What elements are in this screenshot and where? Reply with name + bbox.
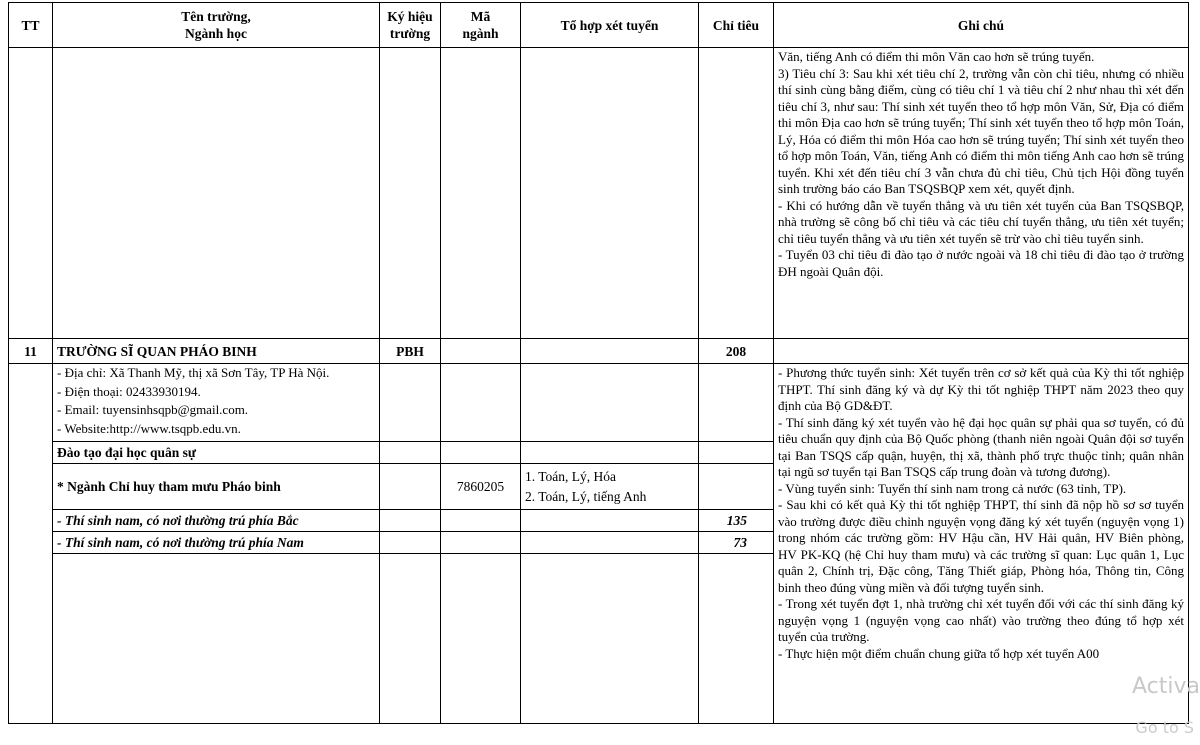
- header-symbol: [380, 3, 441, 48]
- school-symbol: PBH: [380, 339, 441, 364]
- admissions-table: [8, 2, 1189, 724]
- header-school-line2: Ngành học: [185, 26, 247, 41]
- note-paragraph: - Thí sinh đăng ký xét tuyển vào hệ đại học quân sự phải qua sơ tuyển, có đủ tiêu chuẩn quy định của Bộ Quốc phòng (thanh niên ngoài Quân đội sơ tuyển tại Ban TSQS cấp quận, huyện, thị xã, thành phố trực thuộc tỉnh; quân nhân tại ngũ sơ tuyển tại Ban TSQS cấp trung đoàn và tương đương).: [778, 414, 1184, 479]
- quota-label-south: - Thí sinh nam, có nơi thường trú phía Nam: [53, 532, 380, 554]
- activation-watermark-subtext: Go to S: [1135, 718, 1194, 737]
- note-paragraph: - Trong xét tuyển đợt 1, nhà trường chỉ xét tuyển đối với các thí sinh đăng ký nguyện vọng 1 (nguyện vọng cao nhất) vào trường theo đúng tổ hợp xét tuyển của trường.: [778, 596, 1184, 644]
- activation-watermark: Activa: [1132, 674, 1200, 699]
- school-name: TRƯỜNG SĨ QUAN PHÁO BINH: [53, 339, 380, 364]
- quota-value-south: 73: [699, 532, 774, 554]
- section-title: Đào tạo đại học quân sự: [53, 442, 380, 464]
- header-code-line1: Mã: [470, 9, 491, 24]
- header-code-line2: ngành: [462, 26, 499, 41]
- school-notes: [774, 364, 1189, 724]
- header-code: [441, 3, 521, 48]
- major-combo-2: 2. Toán, Lý, tiếng Anh: [525, 488, 647, 504]
- previous-notes: [774, 48, 1189, 339]
- header-row: [9, 3, 1189, 48]
- continuation-row: [9, 48, 1189, 339]
- contact-row: [9, 364, 1189, 442]
- school-quota: 208: [699, 339, 774, 364]
- major-code: 7860205: [441, 464, 521, 510]
- note-paragraph: 3) Tiêu chí 3: Sau khi xét tiêu chí 2, trường vẫn còn chỉ tiêu, nhưng có nhiều thí sinh cùng bằng điểm, cùng có tiêu chí 1 và tiêu chí 2 như nhau thì xét đến tiêu chí 3, như sau: Thí sinh xét tuyển theo tổ hợp môn Văn, Sử, Địa có điểm thi môn Địa cao hơn sẽ trúng tuyển; Thí sinh xét tuyển theo tổ hợp môn Toán, Lý, Hóa có điểm thi môn Hóa cao hơn sẽ trúng tuyển; Thí sinh xét tuyển theo tổ hợp môn Toán, Văn, tiếng Anh có điểm thi môn tiếng Anh cao hơn sẽ trúng tuyển. Khi xét đến tiêu chí 3 vẫn chưa đủ chỉ tiêu, Chủ tịch Hội đồng tuyển sinh trường báo cáo Ban TSQSBQP xem xét, quyết định.: [778, 65, 1184, 196]
- note-paragraph: - Sau khi có kết quả Kỳ thi tốt nghiệp THPT, thí sinh đã nộp hồ sơ sơ tuyển vào trường được điều chỉnh nguyện vọng đăng ký xét tuyển (nguyện vọng 1) trong nhóm các trường gồm: HV Hậu cần, HV Hải quân, HV Biên phòng, HV PK-KQ (hệ Chỉ huy tham mưu) và các trường sĩ quan: Lục quân 1, Lục quân 2, Chính trị, Đặc công, Tăng Thiết giáp, Phòng hóa, Thông tin, Công binh theo đúng vùng miền và đối tượng tuyển sinh.: [778, 497, 1184, 595]
- major-combo-1: 1. Toán, Lý, Hóa: [525, 468, 617, 484]
- note-paragraph: - Phương thức tuyển sinh: Xét tuyển trên cơ sở kết quả của Kỳ thi tốt nghiệp THPT. Thí sinh đăng ký và dự Kỳ thi tốt nghiệp THPT năm 2023 theo quy định của Bộ GD&ĐT.: [778, 365, 1184, 413]
- contact-email: - Email: tuyensinhsqpb@gmail.com.: [57, 402, 249, 417]
- major-combos: [521, 464, 699, 510]
- header-symbol-line1: Ký hiệu: [387, 9, 433, 24]
- major-name: * Ngành Chỉ huy tham mưu Pháo binh: [53, 464, 380, 510]
- quota-label-north: - Thí sinh nam, có nơi thường trú phía Bắc: [53, 510, 380, 532]
- school-tt: 11: [9, 339, 53, 364]
- contact-info: [53, 364, 380, 442]
- note-paragraph: - Khi có hướng dẫn về tuyển thẳng và ưu tiên xét tuyển của Ban TSQSBQP, nhà trường sẽ công bố chỉ tiêu và các tiêu chí tuyển thẳng, ưu tiên xét tuyển; chỉ tiêu tuyển thẳng và ưu tiên xét tuyển sẽ trừ vào chỉ tiêu tuyển sinh.: [778, 197, 1184, 246]
- note-paragraph: - Vùng tuyển sinh: Tuyển thí sinh nam trong cả nước (63 tỉnh, TP).: [778, 480, 1127, 496]
- school-row: [9, 339, 1189, 364]
- contact-address: - Địa chỉ: Xã Thanh Mỹ, thị xã Sơn Tây, TP Hà Nội.: [57, 365, 330, 380]
- contact-phone: - Điện thoại: 02433930194.: [57, 383, 201, 399]
- header-tt: TT: [9, 3, 53, 48]
- contact-website: - Website:http://www.tsqpb.edu.vn.: [57, 420, 241, 436]
- header-notes: Ghi chú: [774, 3, 1189, 48]
- header-quota: Chỉ tiêu: [699, 3, 774, 48]
- document-page: [8, 2, 1200, 743]
- note-paragraph: Văn, tiếng Anh có điểm thi môn Văn cao hơn sẽ trúng tuyển.: [778, 49, 1095, 64]
- note-paragraph: - Thực hiện một điểm chuẩn chung giữa tổ hợp xét tuyển A00: [778, 645, 1100, 661]
- header-school-line1: Tên trường,: [181, 9, 251, 24]
- header-combo: Tổ hợp xét tuyển: [521, 3, 699, 48]
- note-paragraph: - Tuyển 03 chỉ tiêu đi đào tạo ở nước ngoài và 18 chỉ tiêu đi đào tạo ở trường ĐH ngoài Quân đội.: [778, 247, 1184, 279]
- header-symbol-line2: trường: [389, 26, 431, 41]
- quota-value-north: 135: [699, 510, 774, 532]
- header-school: [53, 3, 380, 48]
